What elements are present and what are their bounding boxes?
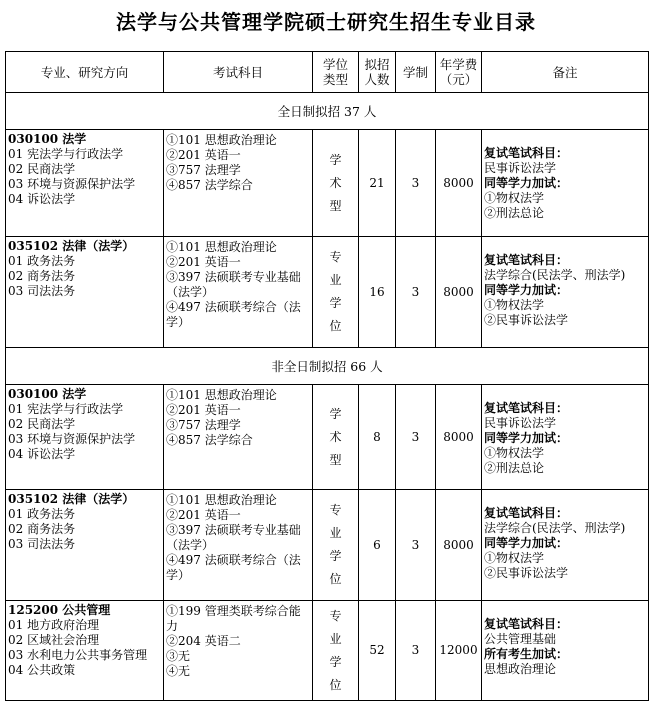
- degree-type: 学术型: [329, 152, 342, 213]
- exam-subject: ③无: [166, 649, 191, 663]
- note-heading: 复试笔试科目：: [484, 253, 569, 267]
- exam-subject: ①199 管理类联考综合能力: [166, 604, 301, 633]
- note-heading: 复试笔试科目：: [484, 146, 569, 160]
- header-fee-line2: （元）: [439, 72, 478, 87]
- quota-cell: 52: [359, 601, 396, 701]
- research-direction: 01 政务法务: [8, 507, 76, 521]
- note-item: ②刑法总论: [484, 461, 545, 475]
- note-item: ①物权法学: [484, 446, 545, 460]
- exam-subject: ③397 法硕联考专业基础（法学）: [166, 523, 301, 552]
- quota-cell: 21: [359, 130, 396, 237]
- header-quota-line2: 人数: [364, 72, 390, 87]
- fee-cell: 8000: [436, 385, 482, 490]
- note-item: 公共管理基础: [484, 632, 557, 646]
- note-heading: 复试笔试科目：: [484, 506, 569, 520]
- note-item: ①物权法学: [484, 551, 545, 565]
- years-cell: 3: [396, 385, 436, 490]
- section-label: 全日制拟招 37 人: [6, 93, 649, 130]
- exam-subject: ②201 英语一: [166, 148, 241, 162]
- note-heading: 同等学力加试：: [484, 536, 569, 550]
- years-cell: 3: [396, 237, 436, 348]
- section-row: [6, 348, 649, 385]
- notes-cell: [482, 490, 649, 601]
- note-heading: 复试笔试科目：: [484, 617, 569, 631]
- research-direction: 03 环境与资源保护法学: [8, 432, 136, 446]
- note-item: ②民事诉讼法学: [484, 566, 569, 580]
- years-cell: 3: [396, 601, 436, 701]
- exam-subject: ④857 法学综合: [166, 178, 253, 192]
- research-direction: 04 公共政策: [8, 663, 76, 677]
- degree-type: 专业学位: [329, 608, 342, 692]
- exam-subjects-cell: [164, 490, 313, 601]
- section-label: 非全日制拟招 66 人: [6, 348, 649, 385]
- header-row: [6, 52, 649, 93]
- note-heading: 所有考生加试：: [484, 647, 569, 661]
- exam-subject: ②201 英语一: [166, 255, 241, 269]
- major-cell: [6, 490, 164, 601]
- major-cell: [6, 601, 164, 701]
- major-cell: [6, 130, 164, 237]
- note-heading: 复试笔试科目：: [484, 401, 569, 415]
- research-direction: 03 环境与资源保护法学: [8, 177, 136, 191]
- quota-cell: 6: [359, 490, 396, 601]
- header-fee: [436, 52, 482, 93]
- table-row: [6, 130, 649, 237]
- exam-subjects-cell: [164, 601, 313, 701]
- notes-cell: [482, 385, 649, 490]
- exam-subject: ①101 思想政治理论: [166, 388, 277, 402]
- major-title: 035102 法律（法学）: [8, 492, 135, 506]
- major-title: 035102 法律（法学）: [8, 239, 135, 253]
- note-item: 民事诉讼法学: [484, 416, 557, 430]
- research-direction: 02 商务法务: [8, 269, 76, 283]
- note-item: 思想政治理论: [484, 662, 557, 676]
- degree-type: 专业学位: [329, 503, 342, 586]
- research-direction: 02 区域社会治理: [8, 633, 100, 647]
- research-direction: 01 政务法务: [8, 254, 76, 268]
- degree-type-cell: [313, 601, 359, 701]
- note-item: 民事诉讼法学: [484, 161, 557, 175]
- research-direction: 02 民商法学: [8, 162, 76, 176]
- exam-subject: ③757 法理学: [166, 163, 241, 177]
- notes-cell: [482, 601, 649, 701]
- major-cell: [6, 237, 164, 348]
- research-direction: 01 地方政府治理: [8, 618, 100, 632]
- header-degree-type: [313, 52, 359, 93]
- research-direction: 04 诉讼法学: [8, 192, 76, 206]
- research-direction: 01 宪法学与行政法学: [8, 147, 124, 161]
- degree-type-cell: [313, 130, 359, 237]
- major-title: 030100 法学: [8, 387, 87, 401]
- major-title: 030100 法学: [8, 132, 87, 146]
- degree-type-cell: [313, 385, 359, 490]
- note-item: ①物权法学: [484, 191, 545, 205]
- research-direction: 03 司法法务: [8, 537, 76, 551]
- exam-subject: ①101 思想政治理论: [166, 493, 277, 507]
- note-item: 法学综合(民法学、刑法学): [484, 521, 626, 535]
- years-cell: 3: [396, 490, 436, 601]
- exam-subject: ②204 英语二: [166, 634, 241, 648]
- header-major: 专业、研究方向: [6, 52, 164, 93]
- header-degree-line1: 学位: [322, 57, 348, 72]
- exam-subject: ③757 法理学: [166, 418, 241, 432]
- exam-subject: ②201 英语一: [166, 403, 241, 417]
- exam-subject: ①101 思想政治理论: [166, 133, 277, 147]
- quota-cell: 8: [359, 385, 396, 490]
- fee-cell: 8000: [436, 490, 482, 601]
- header-degree-line2: 类型: [322, 72, 348, 87]
- header-exam: 考试科目: [164, 52, 313, 93]
- table-body: [6, 93, 649, 701]
- exam-subject: ④无: [166, 664, 191, 678]
- note-heading: 同等学力加试：: [484, 176, 569, 190]
- exam-subject: ②201 英语一: [166, 508, 241, 522]
- notes-cell: [482, 130, 649, 237]
- years-cell: 3: [396, 130, 436, 237]
- note-item: ②刑法总论: [484, 206, 545, 220]
- degree-type: 学术型: [329, 406, 342, 467]
- note-item: ②民事诉讼法学: [484, 313, 569, 327]
- note-heading: 同等学力加试：: [484, 283, 569, 297]
- fee-cell: 12000: [436, 601, 482, 701]
- table-row: [6, 490, 649, 601]
- research-direction: 03 司法法务: [8, 284, 76, 298]
- header-notes: 备注: [482, 52, 649, 93]
- program-catalog-table: [5, 51, 649, 701]
- exam-subject: ①101 思想政治理论: [166, 240, 277, 254]
- degree-type-cell: [313, 490, 359, 601]
- table-row: [6, 385, 649, 490]
- exam-subjects-cell: [164, 385, 313, 490]
- major-cell: [6, 385, 164, 490]
- header-quota: [359, 52, 396, 93]
- quota-cell: 16: [359, 237, 396, 348]
- degree-type: 专业学位: [329, 250, 342, 333]
- header-quota-line1: 拟招: [364, 57, 390, 72]
- exam-subject: ④497 法硕联考综合（法学）: [166, 553, 301, 582]
- table-row: [6, 601, 649, 701]
- research-direction: 01 宪法学与行政法学: [8, 402, 124, 416]
- major-title: 125200 公共管理: [8, 603, 111, 617]
- section-row: [6, 93, 649, 130]
- note-item: ①物权法学: [484, 298, 545, 312]
- fee-cell: 8000: [436, 130, 482, 237]
- exam-subject: ④497 法硕联考综合（法学）: [166, 300, 301, 329]
- header-fee-line1: 年学费: [439, 57, 478, 72]
- page-title: 法学与公共管理学院硕士研究生招生专业目录: [116, 10, 536, 34]
- note-item: 法学综合(民法学、刑法学): [484, 268, 626, 282]
- exam-subjects-cell: [164, 237, 313, 348]
- notes-cell: [482, 237, 649, 348]
- exam-subject: ④857 法学综合: [166, 433, 253, 447]
- exam-subjects-cell: [164, 130, 313, 237]
- exam-subject: ③397 法硕联考专业基础（法学）: [166, 270, 301, 299]
- table-row: [6, 237, 649, 348]
- research-direction: 03 水利电力公共事务管理: [8, 648, 148, 662]
- research-direction: 04 诉讼法学: [8, 447, 76, 461]
- header-years: 学制: [396, 52, 436, 93]
- degree-type-cell: [313, 237, 359, 348]
- note-heading: 同等学力加试：: [484, 431, 569, 445]
- fee-cell: 8000: [436, 237, 482, 348]
- research-direction: 02 民商法学: [8, 417, 76, 431]
- research-direction: 02 商务法务: [8, 522, 76, 536]
